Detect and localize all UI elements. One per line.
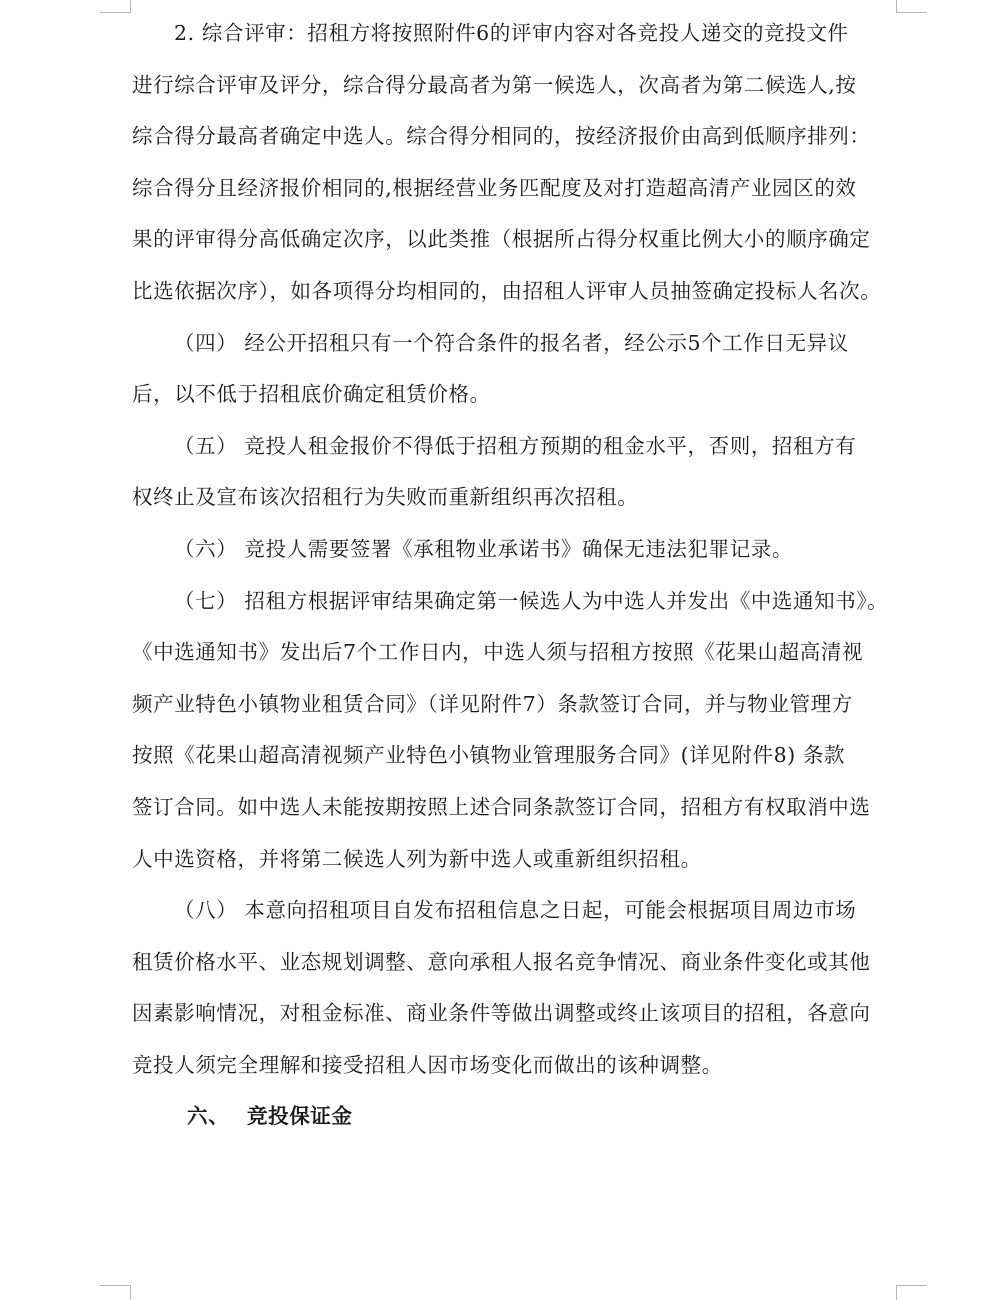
page-corner-mark-bottom-left	[100, 1285, 131, 1300]
paragraph-item-6	[132, 524, 898, 576]
page-corner-mark-top-left	[100, 0, 131, 13]
paragraph-line: 人中选资格，并将第二候选人列为新中选人或重新组织招租。	[132, 846, 702, 871]
paragraph-line: （五） 竞投人租金报价不得低于招租方预期的租金水平，否则，招租方有	[174, 433, 857, 458]
section-heading-number: 六、	[187, 1104, 230, 1129]
paragraph-item-5	[132, 421, 898, 524]
section-heading-bid-deposit	[132, 1091, 898, 1143]
paragraph-line: 因素影响情况，对租金标准、商业条件等做出调整或终止该项目的招租，各意向	[132, 1001, 871, 1026]
section-heading-title: 竞投保证金	[247, 1104, 353, 1129]
paragraph-line: 比选依据次序），如各项得分均相同的，由招租人评审人员抽签确定投标人名次。	[132, 278, 882, 303]
paragraph-item-4	[132, 318, 898, 421]
paragraph-line: 租赁价格水平、业态规划调整、意向承租人报名竞争情况、商业条件变化或其他	[132, 949, 871, 974]
paragraph-line: （四） 经公开招租只有一个符合条件的报名者，经公示5个工作日无异议	[174, 330, 849, 355]
paragraph-line: 综合得分且经济报价相同的,根据经营业务匹配度及对打造超高清产业园区的效	[132, 175, 857, 200]
page-corner-mark-top-right	[896, 0, 927, 13]
paragraph-line: 按照《花果山超高清视频产业特色小镇物业管理服务合同》(详见附件8) 条款	[132, 743, 846, 768]
paragraph-line: 果的评审得分高低确定次序，以此类推（根据所占得分权重比例大小的顺序确定	[132, 227, 871, 252]
paragraph-comprehensive-review	[132, 8, 898, 318]
paragraph-line: 综合得分最高者确定中选人。综合得分相同的，按经济报价由高到低顺序排列：	[132, 124, 871, 149]
paragraph-line: 频产业特色小镇物业租赁合同》（详见附件7）条款签订合同，并与物业管理方	[132, 691, 853, 716]
paragraph-line: 竞投人须完全理解和接受招租人因市场变化而做出的该种调整。	[132, 1052, 723, 1077]
paragraph-line: 权终止及宣布该次招租行为失败而重新组织再次招租。	[132, 485, 639, 510]
page-corner-mark-bottom-right	[896, 1285, 927, 1300]
paragraph-line: 进行综合评审及评分，综合得分最高者为第一候选人，次高者为第二候选人,按	[132, 72, 857, 97]
paragraph-item-7	[132, 576, 898, 886]
paragraph-line: 2. 综合评审：招租方将按照附件6的评审内容对各竞投人递交的竞投文件	[174, 21, 849, 45]
paragraph-line: 后，以不低于招租底价确定租赁价格。	[132, 382, 491, 407]
paragraph-line: 《中选通知书》发出后7个工作日内，中选人须与招租方按照《花果山超高清视	[132, 640, 864, 665]
paragraph-line: 签订合同。如中选人未能按期按照上述合同条款签订合同，招租方有权取消中选	[132, 794, 871, 819]
paragraph-item-8	[132, 885, 898, 1091]
paragraph-line: （七） 招租方根据评审结果确定第一候选人为中选人并发出《中选通知书》。	[174, 588, 889, 613]
paragraph-line: （六） 竞投人需要签署《承租物业承诺书》确保无违法犯罪记录。	[174, 536, 794, 561]
paragraph-line: （八） 本意向招租项目自发布招租信息之日起，可能会根据项目周边市场	[174, 898, 857, 923]
document-body	[132, 8, 898, 1143]
